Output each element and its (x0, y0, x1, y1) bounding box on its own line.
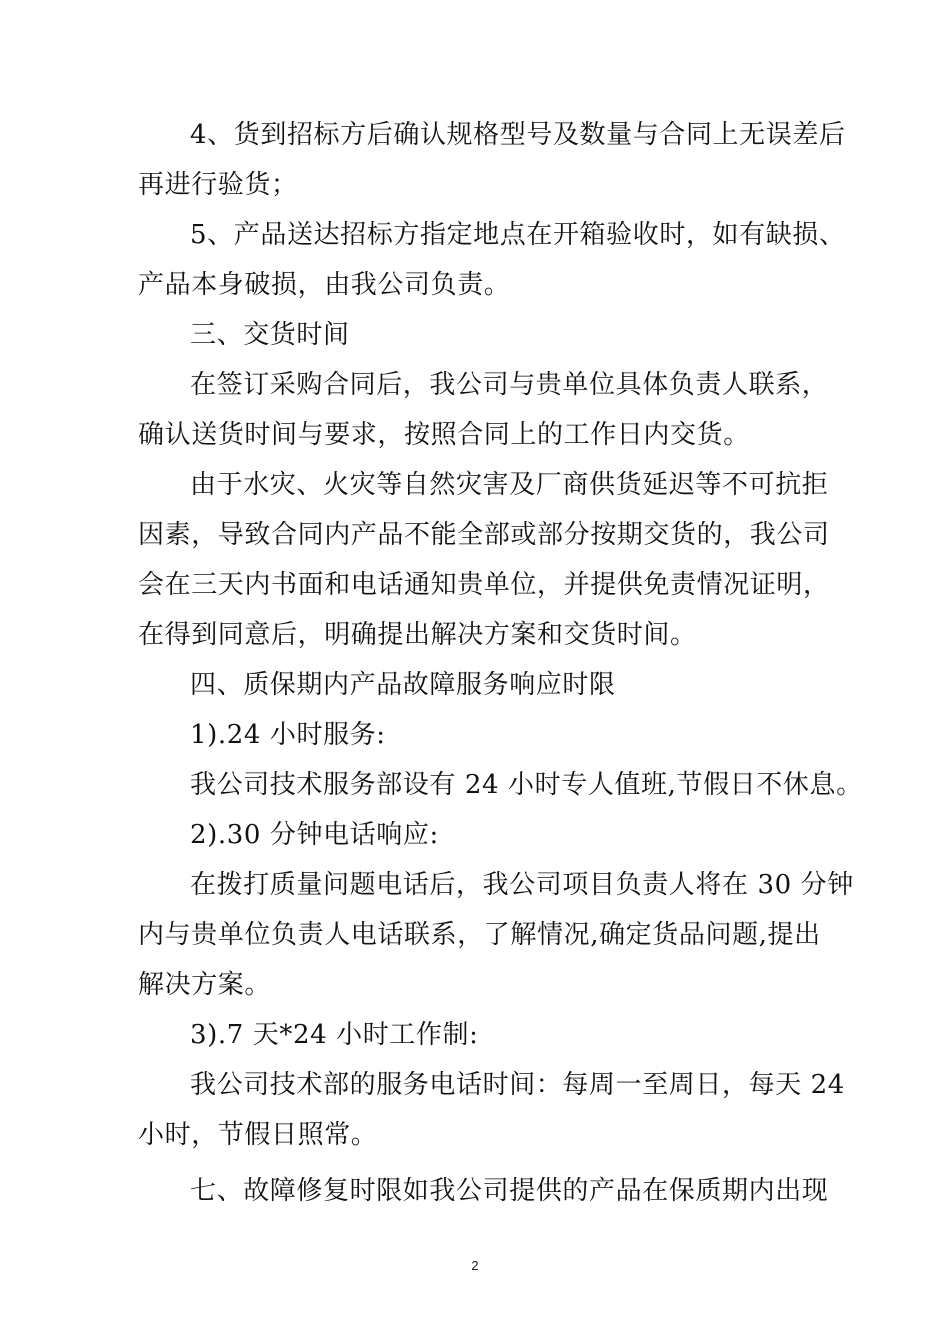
item-30-minute-detail-line-2: 内与贵单位负责人电话联系，了解情况,确定货品问题,提出 (138, 920, 821, 950)
item-7x24-work-system: 3).7 天*24 小时工作制: (190, 1020, 479, 1050)
item-24-hour-service: 1).24 小时服务: (190, 720, 386, 750)
heading-repair-time: 七、故障修复时限如我公司提供的产品在保质期内出现 (190, 1176, 829, 1206)
item-30-minute-detail-line-1: 在拨打质量问题电话后，我公司项目负责人将在 30 分钟 (190, 870, 854, 900)
force-majeure-line-1: 由于水灾、火灾等自然灾害及厂商供货延迟等不可抗拒 (190, 470, 829, 500)
paragraph-5-line-1: 5、产品送达招标方指定地点在开箱验收时，如有缺损、 (190, 220, 846, 250)
item-30-minute-detail-line-3: 解决方案。 (138, 970, 272, 1000)
force-majeure-line-2: 因素，导致合同内产品不能全部或部分按期交货的，我公司 (138, 520, 830, 550)
paragraph-4-line-1: 4、货到招标方后确认规格型号及数量与合同上无误差后 (190, 120, 846, 150)
item-7x24-detail-line-1: 我公司技术部的服务电话时间：每周一至周日，每天 24 (190, 1070, 845, 1100)
page-number: 2 (471, 1258, 479, 1273)
force-majeure-line-4: 在得到同意后，明确提出解决方案和交货时间。 (138, 620, 697, 650)
force-majeure-line-3: 会在三天内书面和电话通知贵单位，并提供免责情况证明， (138, 570, 830, 600)
delivery-paragraph-line-2: 确认送货时间与要求，按照合同上的工作日内交货。 (138, 420, 750, 450)
paragraph-5-line-2: 产品本身破损，由我公司负责。 (138, 270, 511, 300)
heading-response-time: 四、质保期内产品故障服务响应时限 (190, 670, 616, 700)
paragraph-4-line-2: 再进行验货； (138, 170, 298, 200)
delivery-paragraph-line-1: 在签订采购合同后，我公司与贵单位具体负责人联系， (190, 370, 829, 400)
heading-delivery-time: 三、交货时间 (190, 320, 350, 350)
item-7x24-detail-line-2: 小时，节假日照常。 (138, 1120, 378, 1150)
item-24-hour-service-detail: 我公司技术服务部设有 24 小时专人值班,节假日不休息。 (190, 770, 863, 800)
item-30-minute-response: 2).30 分钟电话响应: (190, 820, 439, 850)
